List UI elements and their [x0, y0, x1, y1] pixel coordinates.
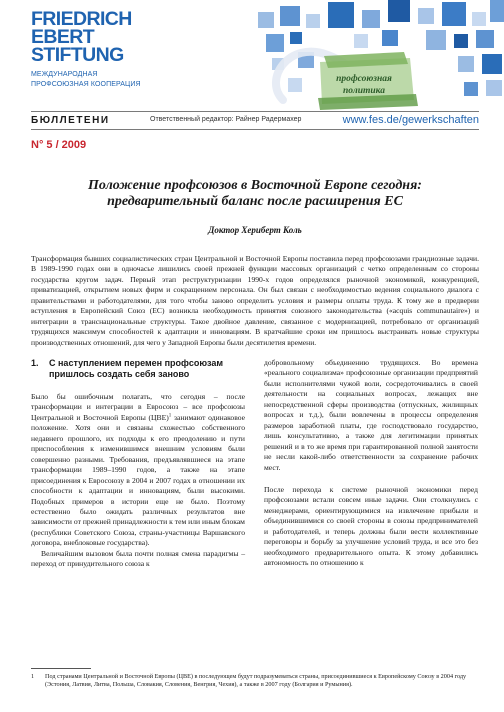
header-bar [31, 112, 479, 128]
issue-number: N° 5 / 2009 [31, 139, 87, 151]
left-column [31, 358, 245, 570]
footnote-rule [31, 668, 91, 669]
footnote-ref[interactable]: 1 [168, 413, 172, 419]
website-link[interactable]: www.fes.de/gewerkschaften [342, 114, 479, 126]
body-paragraph: После перехода к системе рыночной экономики перед профсоюзами встали совсем иные задачи. Они столкнулись с менеджерами, ориентирующимися на извлечение прибыли и объединившимися со своей стороны в союзы предпринимателей и работодателей, и теперь должны были вести коллективные переговоры и борьбу за улучшение условий труда, и все это без необходимого предварительного опыта. К этому добавились автономность по отношению к [264, 484, 478, 568]
logo-line-3: STIFTUNG [31, 44, 124, 66]
logo-subtitle: МЕЖДУНАРОДНАЯ ПРОФСОЮЗНАЯ КООПЕРАЦИЯ [31, 71, 141, 88]
logo-line-1: FRIEDRICH [31, 8, 132, 30]
body-paragraph: Было бы ошибочным полагать, что сегодня – после трансформации и интеграции в Евросоюз – все профсоюзы Центральной и Восточной Европы (ЦВЕ)$^1$ занимают одинаковое положение. Хотя они и связаны схожестью собственного недавнего прошлого, их подходы к его преодолению и пути приспособления к изменившимся внешним условиям были совершенно разными. Требования, предъявлявшиеся на этапе трансформации 1989–1990 годов, а также на этапе присоединения к Евросоюзу в 2004 и 2007 годах в отношении их способности к адаптации и инновациям, были высокими. Подобных примеров в истории еще не было. Поэтому естественно было ожидать различных результатов вне зависимости от прежней принадлежности к тем или иным блокам (республики Советского Союза, страны-участницы Варшавского договора, внеблоковые государства). [31, 392, 245, 548]
section-heading [31, 358, 245, 380]
bulletin-label: БЮЛЛЕТЕНИ [31, 115, 110, 126]
footnote [31, 673, 479, 690]
footnote-text: Под странами Центральной и Восточной Европы (ЦВЕ) в последующем будут подразумеваться страны, присоединившиеся к Европейскому Союзу в 2004 году (Эстония, Латвия, Литва, Польша, Словакия, Словения, Венгрия, Чехия), а также в 2007 году (Болгария и Румыния). [45, 673, 467, 689]
intro-paragraph: Трансформация бывших социалистических стран Центральной и Восточной Европы поставила перед профсоюзами грандиозные задачи. В 1989-1990 годах они в одночасье лишились своей прежней функции массовых организаций с четко определенным со стороны государства кругом задач. Первый этап реструктуризации 1990-х годов определялся рыночной экономикой, конкуренцией, приватизацией, открытием новых фирм и сокращением персонала. Он был связан с необходимостью ведения социального диалога с правительствами и работодателями, для того чтобы заново определить условия и размеры оплаты труда. К тому же в предверии вступления в Европейский Союз (ЕС) возникла необходимость принятия союзного законодательства («acquis communautaire») и интеграции в транснациональные структуры. Такое двойное давление, связанное с модернизацией, потребовало от организаций трудящихся максимум способностей к адаптации и инновациям. В кратчайшие сроки им пришлось выстраивать новые структуры производственных отношений, для чего у Западной Европы были десятилетия времени. [31, 254, 479, 347]
body-paragraph: добровольному объединению трудящихся. Во времена «реального социализма» профсоюзные организации предприятий были исполнителями чужой воли, сосредоточивались в своей деятельности на социальных вопросах, лежащих вне непосредственной сферы производства (отпускных, жилищных вопросах и т.д.), были вовлечены в процессы определения размеров заработной платы, где господствовало государство, лишь консультативно, а также для легитимации принятых решений и в то же время при гарантированной полной занятости не несли какой-либо ответственности за сохранение рабочих мест. [264, 358, 478, 472]
section-title: С наступлением перемен профсоюзам пришлось создать себя заново [49, 358, 224, 379]
right-column [264, 358, 478, 569]
footnote-number: 1 [31, 673, 35, 680]
body-paragraph: Величайшим вызовом была почти полная смена парадигмы – переход от принудительного союза к [31, 548, 245, 569]
fes-logo [31, 10, 149, 90]
header-rule-bottom [31, 129, 479, 130]
article-title: Положение профсоюзов в Восточной Европе сегодня: предварительный баланс после расширения ЕС [88, 178, 422, 209]
section-number: 1. [31, 358, 39, 368]
logo-line-2: EBERT [31, 26, 95, 48]
badge-label: профсоюзная политика [336, 74, 392, 96]
editor-credit: Ответственный редактор: Райнер Радермахер [150, 116, 302, 123]
article-author: Доктор Хериберт Коль [208, 225, 302, 235]
